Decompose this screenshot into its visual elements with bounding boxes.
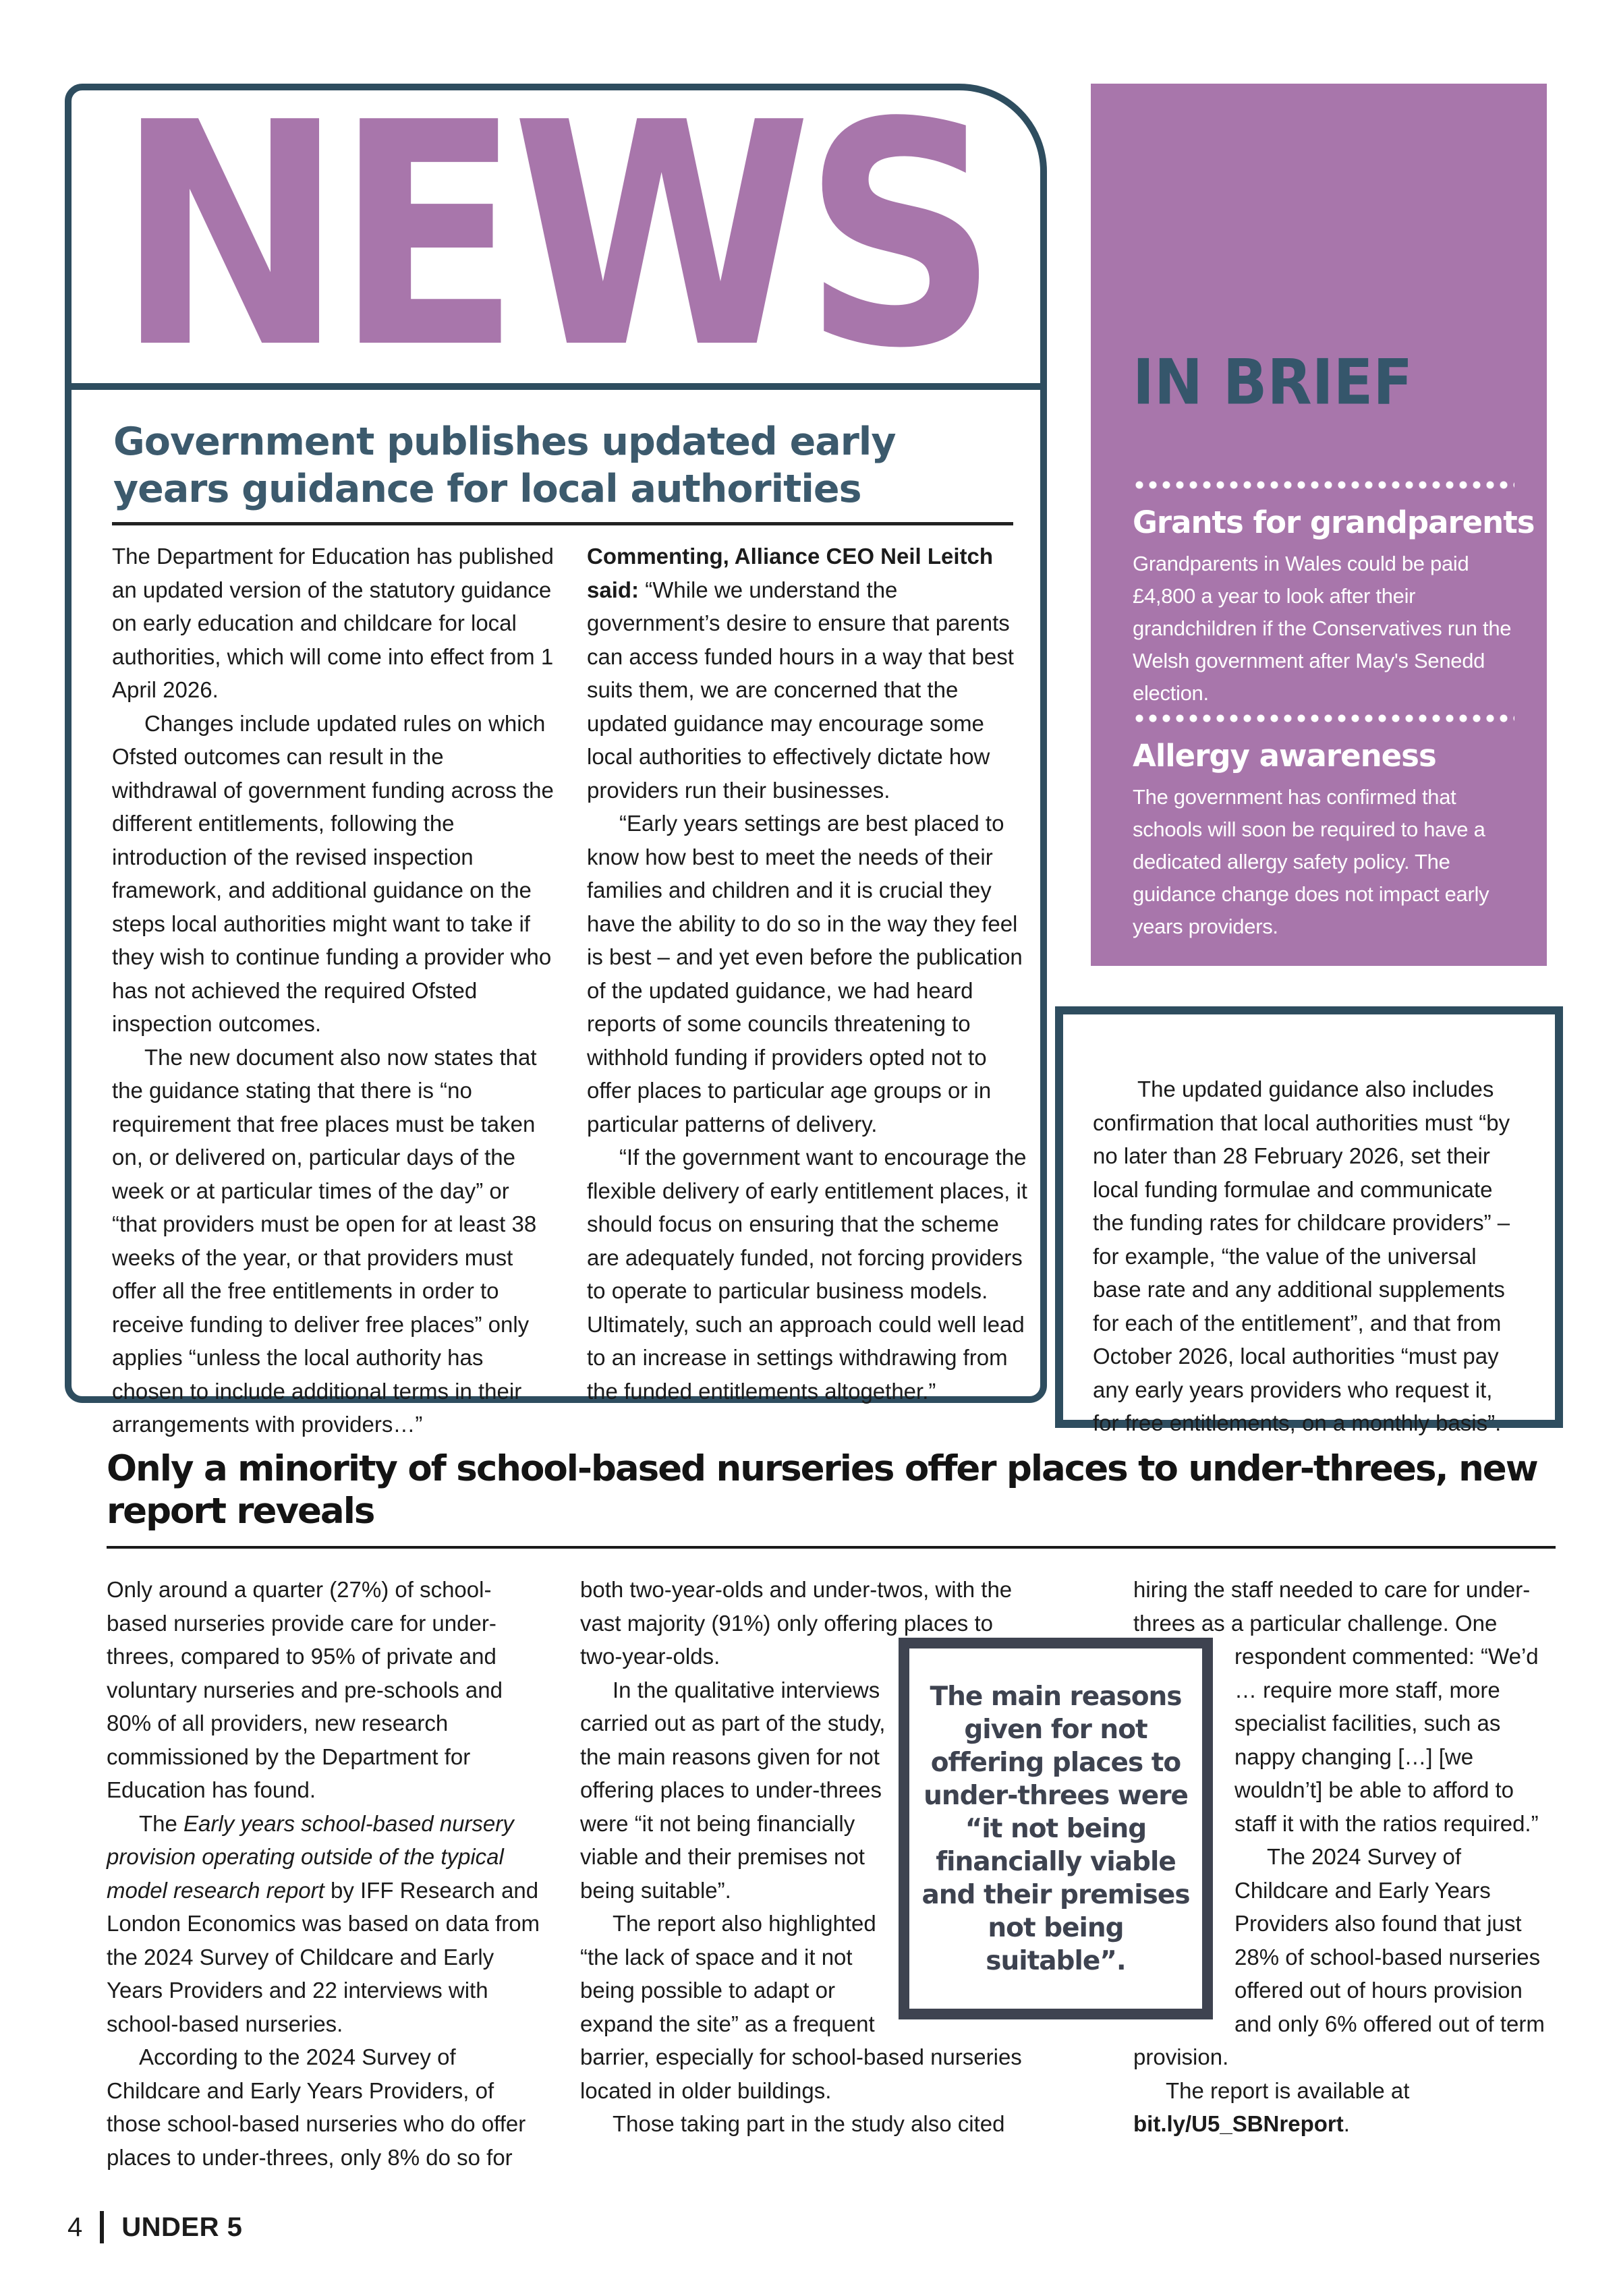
paragraph [587, 540, 1029, 807]
news-article-panel [65, 84, 1047, 1437]
paragraph: Changes include updated rules on which Ofsted outcomes can result in the withdrawal of government funding across the different entitlements, following the introduction of the revised inspection framework, and additional guidance on the steps local authorities might want to take if they wish to continue funding a provider who has not achieved the required Ofsted inspection outcomes. [112, 710, 554, 1036]
paragraph: hiring the staff needed to care for under-threes as a particular challenge. One [1133, 1577, 1531, 1636]
in-brief-item-body: Grandparents in Wales could be paid £4,800 a year to look after their grandchildren if the Conservatives run the Welsh government after May's Senedd election. [1133, 552, 1512, 705]
text-run: The report is available at [1166, 2077, 1410, 2103]
page-footer [67, 2207, 242, 2247]
pull-quote-box [899, 1638, 1213, 2019]
headline-rule [107, 1546, 1556, 1549]
report-link-bold: bit.ly/U5_SBNreport [1133, 2111, 1344, 2136]
dotted-separator [1133, 714, 1514, 723]
paragraph: Those taking part in the study also cited [613, 2111, 1005, 2136]
footer-divider [100, 2211, 104, 2243]
news-banner [72, 90, 1040, 390]
dotted-separator [1133, 480, 1514, 490]
paragraph [107, 1807, 549, 2041]
paragraph: respondent commented: “We’d … require more staff, more specialist facilities, such as nappy changing […] [we wouldn’t] be able to afford to staff it with the ratios required.” [1234, 1644, 1539, 1836]
headline-rule [112, 522, 1013, 525]
news-title: NEWS [116, 90, 990, 390]
paragraph: both two-year-olds and under-twos, with the vast majority (91%) only offering places to two-year-olds. [580, 1577, 1013, 1669]
quote-text: “While we understand the government’s desire to ensure that parents can access funded hours in a way that best suits them, we are concerned that the updated guidance may encourage some local authorities to effectively dictate how providers run their businesses. [587, 577, 1014, 803]
paragraph: “If the government want to encourage the flexible delivery of early entitlement places, it should focus on ensuring that the scheme are adequately funded, not forcing providers to operate to particular business models. Ultimately, such an approach could well lead to an increase in settings withdrawing from the funded entitlements altogether.” [587, 1145, 1027, 1404]
paragraph: According to the 2024 Survey of Childcare and Early Years Providers, of those school-based nurseries who do offer places to under-threes, only 8% do so for [107, 2044, 526, 2170]
in-brief-item-heading: Grants for grandparents [1133, 505, 1535, 540]
guidance-callout-box [1055, 1006, 1563, 1435]
paragraph: The new document also now states that the guidance stating that there is “no requirement that free places must be taken on, or delivered on, particular days of the week or at particular times of the day” or “that providers must be open for at least 38 weeks of the year, or that providers must offer all the free entitlements in order to receive funding to deliver free places” only applies “unless the local authority has chosen to include additional terms in their arrangements with providers…” [112, 1044, 537, 1437]
paragraph: The report also highlighted “the lack of space and it not being possible to adapt or expand the site” as a frequent barrier, especially for school-based nurseries located in older buildings. [580, 1911, 1022, 2103]
article1-column-1 [112, 540, 555, 1441]
in-brief-panel [1091, 84, 1547, 966]
paragraph: In the qualitative interviews carried out as part of the study, the main reasons given for not offering places to under-threes were “it not being financially viable and their premises not being suitable”. [580, 1677, 886, 1903]
paragraph: The 2024 Survey of Childcare and Early Years Providers also found that just 28% of school-based nurseries offered out of hours provision and only 6% offered out of term provision. [1133, 1844, 1545, 2069]
quote-attribution: Commenting, Alliance CEO Neil Leitch said: [587, 544, 994, 602]
in-brief-title: IN BRIEF [1133, 346, 1413, 419]
article1-headline: Government publishes updated early years guidance for local authorities [113, 420, 896, 511]
article2-headline: Only a minority of school-based nurseries offer places to under-threes, new report reveals [107, 1448, 1537, 1532]
text-run: by IFF Research and London Economics was based on data from the 2024 Survey of Childcare and Early Years Providers and 22 interviews with school-based nurseries. [107, 1877, 540, 2036]
paragraph: “Early years settings are best placed to know how best to meet the needs of their families and children and it is crucial they have the ability to do so in the way they feel is best – and yet even before the publication of the updated guidance, we had heard reports of some councils threatening to withhold funding if providers opted not to offer places to particular age groups or in particular patterns of delivery. [587, 811, 1023, 1137]
in-brief-item-body: The government has confirmed that schools will soon be required to have a dedicated allergy safety policy. The guidance change does not impact early years providers. [1133, 785, 1489, 938]
paragraph: Only around a quarter (27%) of school-based nurseries provide care for under-threes, compared to 95% of private and voluntary nurseries and pre-schools and 80% of all providers, new research commissioned by the Department for Education has found. [107, 1577, 503, 1802]
article2-column-1 [107, 1573, 549, 2174]
pull-quote-text: The main reasons given for not offering places to under-threes were “it not being financially viable and their premises not being suitable”. [921, 1681, 1190, 1976]
paragraph [1133, 2074, 1560, 2141]
article1-column-2 [587, 540, 1029, 1408]
magazine-name: UNDER 5 [121, 2212, 243, 2242]
in-brief-item-heading: Allergy awareness [1133, 738, 1436, 774]
text-run: . [1343, 2111, 1350, 2136]
page-number: 4 [67, 2212, 83, 2242]
paragraph: The Department for Education has published an updated version of the statutory guidance on early education and childcare for local authorities, which will come into effect from 1 April 2026. [112, 544, 554, 702]
text-run: The [139, 1810, 184, 1836]
callout-text: The updated guidance also includes confirmation that local authorities must “by no later than 28 February 2026, set their local funding formulae and communicate the funding rates for childcare providers” – for example, “the value of the universal base rate and any additional supplements for each of the entitlement”, and that from October 2026, local authorities “must pay any early years providers who request it, for free entitlements, on a monthly basis”. [1093, 1077, 1510, 1435]
report-title-italic: Early years school-based nursery provision operating outside of the typical model research report [107, 1810, 514, 1903]
